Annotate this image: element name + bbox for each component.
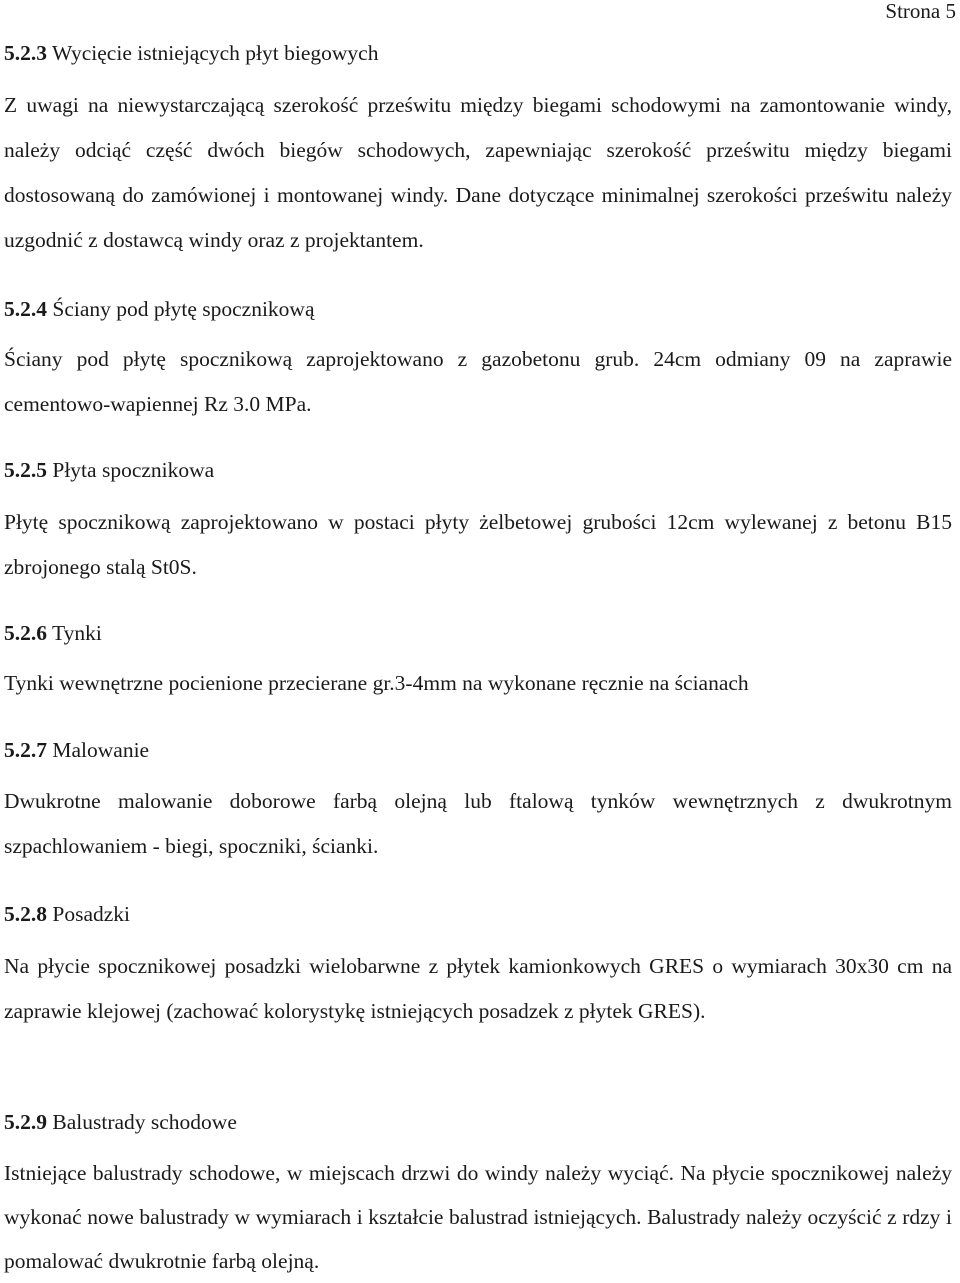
section-number: 5.2.6 [4, 621, 47, 645]
section-body: Z uwagi na niewystarczającą szerokość prześwitu między biegami schodowymi na zamontowanie windy, należy odciąć część dwóch biegów schodowych, zapewniając szerokość prześwitu między biegami dostosowaną do zamówionej i montowanej windy. Dane dotyczące minimalnej szerokości prześwitu należy uzgodnić z dostawcą windy oraz z projektantem. [4, 93, 952, 252]
section-heading [4, 295, 952, 323]
section-5-2-5 [4, 456, 952, 590]
section-heading [4, 736, 952, 764]
section-number: 5.2.4 [4, 297, 47, 321]
section-heading [4, 456, 952, 484]
section-5-2-3 [4, 39, 952, 263]
section-number: 5.2.5 [4, 458, 47, 482]
section-heading [4, 39, 952, 67]
section-heading [4, 900, 952, 928]
section-body: Istniejące balustrady schodowe, w miejscach drzwi do windy należy wyciąć. Na płycie spocznikowej należy wykonać nowe balustrady w wymiarach i kształcie balustrad istniejących. Balustrady należy oczyścić z rdzy i pomalować dwukrotnie farbą olejną. [4, 1161, 952, 1273]
page-number: Strona 5 [885, 0, 956, 23]
section-title: Wycięcie istniejących płyt biegowych [52, 41, 379, 65]
section-number: 5.2.7 [4, 738, 47, 762]
section-body: Dwukrotne malowanie doborowe farbą olejną lub ftalową tynków wewnętrznych z dwukrotnym szpachlowaniem - biegi, spoczniki, ścianki. [4, 789, 952, 858]
section-title: Posadzki [52, 902, 131, 926]
section-body: Tynki wewnętrzne pocienione przecierane gr.3-4mm na wykonane ręcznie na ścianach [4, 671, 749, 695]
section-body: Ściany pod płytę spocznikową zaprojektowano z gazobetonu grub. 24cm odmiany 09 na zaprawie cementowo-wapiennej Rz 3.0 MPa. [4, 347, 952, 416]
section-5-2-8 [4, 900, 952, 1034]
section-5-2-6 [4, 619, 952, 706]
section-heading [4, 619, 952, 647]
section-title: Malowanie [52, 738, 150, 762]
section-title: Tynki [52, 621, 102, 645]
section-body: Płytę spocznikową zaprojektowano w postaci płyty żelbetowej grubości 12cm wylewanej z betonu B15 zbrojonego stalą St0S. [4, 510, 952, 579]
section-title: Balustrady schodowe [52, 1110, 237, 1134]
section-number: 5.2.3 [4, 41, 47, 65]
section-heading [4, 1108, 952, 1136]
section-body: Na płycie spocznikowej posadzki wielobarwne z płytek kamionkowych GRES o wymiarach 30x30 cm na zaprawie klejowej (zachować kolorystykę istniejących posadzek z płytek GRES). [4, 954, 952, 1023]
section-number: 5.2.8 [4, 902, 47, 926]
section-title: Ściany pod płytę spocznikową [52, 297, 315, 321]
section-5-2-7 [4, 736, 952, 869]
section-5-2-4 [4, 295, 952, 427]
section-number: 5.2.9 [4, 1110, 47, 1134]
section-5-2-9 [4, 1108, 952, 1283]
section-title: Płyta spocznikowa [52, 458, 215, 482]
